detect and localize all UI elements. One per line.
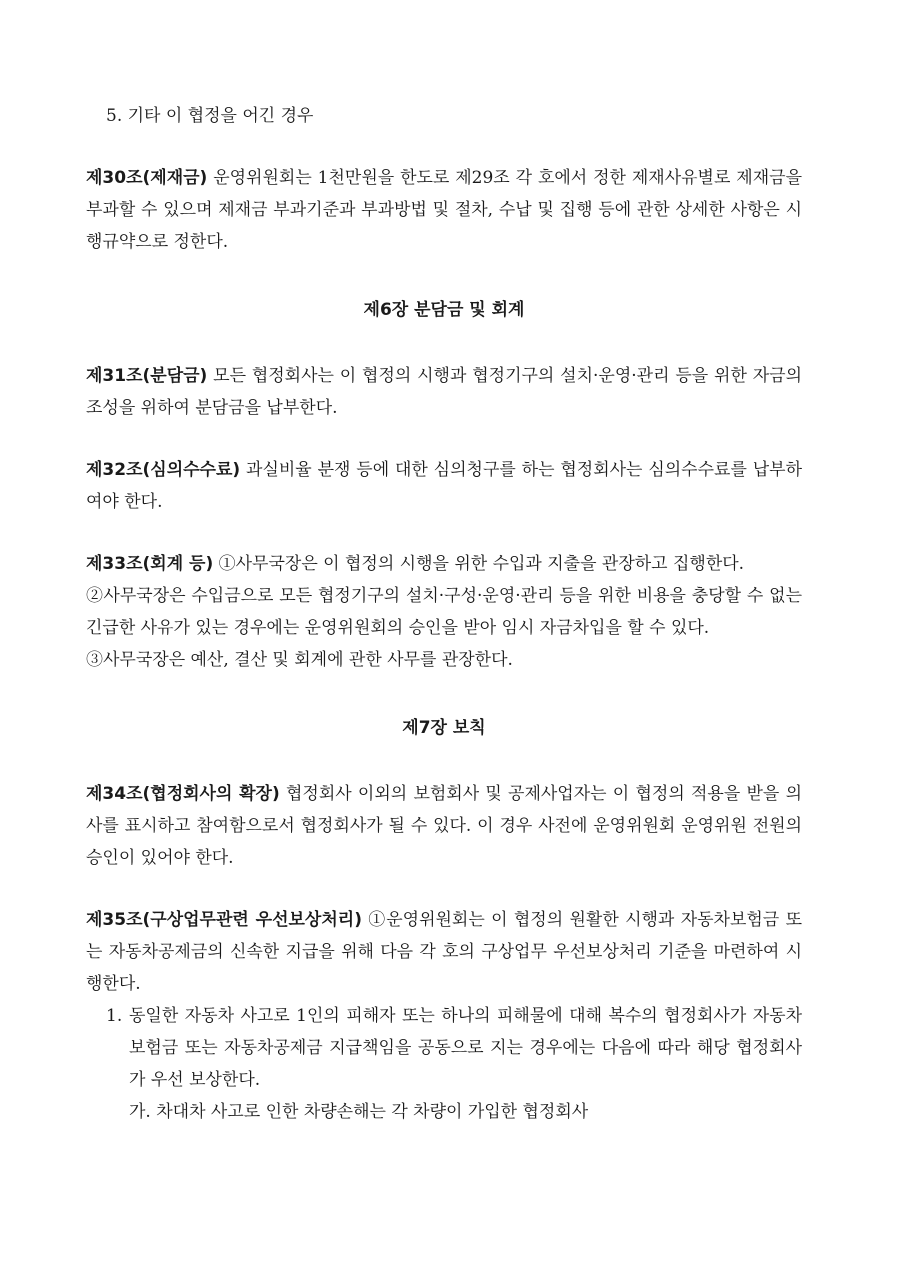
item-number: 1. — [106, 1006, 123, 1026]
document-page — [86, 100, 802, 1128]
article-33-title: 제33조(회계 등) — [86, 554, 214, 574]
article-35-item-1 — [86, 1000, 802, 1096]
article-34 — [86, 778, 802, 874]
chapter-6-heading: 제6장 분담금 및 회계 — [363, 300, 525, 320]
article-30-title: 제30조(제재금) — [86, 168, 208, 188]
article-34-body: 협정회사 이외의 보험회사 및 공제사업자는 이 협정의 적용을 받을 의사를 표시하고 참여함으로서 협정회사가 될 수 있다. 이 경우 사전에 운영위원회 운영위원 전원의 승인이 있어야 한다. — [86, 784, 802, 868]
article-34-title: 제34조(협정회사의 확장) — [86, 784, 280, 804]
article-30 — [86, 162, 802, 258]
article-30-body: 운영위원회는 1천만원을 한도로 제29조 각 호에서 정한 제재사유별로 제재금을 부과할 수 있으며 제재금 부과기준과 부과방법 및 절차, 수납 및 집행 등에 관한 상세한 사항은 시행규약으로 정한다. — [86, 168, 802, 252]
article-35-body: ①운영위원회는 이 협정의 원활한 시행과 자동차보험금 또는 자동차공제금의 신속한 지급을 위해 다음 각 호의 구상업무 우선보상처리 기준을 마련하여 시행한다. — [86, 910, 802, 994]
article-33-paragraph-3: ③사무국장은 예산, 결산 및 회계에 관한 사무를 관장한다. — [86, 650, 513, 670]
list-item-5: 5. 기타 이 협정을 어긴 경우 — [106, 106, 314, 126]
article-35 — [86, 904, 802, 1000]
item-text: 동일한 자동차 사고로 1인의 피해자 또는 하나의 피해물에 대해 복수의 협정회사가 자동차보험금 또는 자동차공제금 지급책임을 공동으로 지는 경우에는 다음에 따라 해당 협정회사가 우선 보상한다. — [129, 1006, 802, 1090]
article-32 — [86, 454, 802, 518]
chapter-7-heading: 제7장 보칙 — [402, 718, 486, 738]
article-33-body-1: ①사무국장은 이 협정의 시행을 위한 수입과 지출을 관장하고 집행한다. — [213, 554, 745, 574]
article-31-body: 모든 협정회사는 이 협정의 시행과 협정기구의 설치·운영·관리 등을 위한 자금의 조성을 위하여 분담금을 납부한다. — [86, 366, 802, 418]
article-32-title: 제32조(심의수수료) — [86, 460, 241, 480]
article-33-paragraph-1 — [86, 548, 802, 580]
article-35-subitem-ga: 가. 차대차 사고로 인한 차량손해는 각 차량이 가입한 협정회사 — [129, 1102, 589, 1122]
article-31-title: 제31조(분담금) — [86, 366, 208, 386]
article-31 — [86, 360, 802, 424]
article-35-title: 제35조(구상업무관련 우선보상처리) — [86, 910, 362, 930]
article-32-body: 과실비율 분쟁 등에 대한 심의청구를 하는 협정회사는 심의수수료를 납부하여야 한다. — [86, 460, 802, 512]
article-33-paragraph-2: ②사무국장은 수입금으로 모든 협정기구의 설치·구성·운영·관리 등을 위한 비용을 충당할 수 없는 긴급한 사유가 있는 경우에는 운영위원회의 승인을 받아 임시 자금차입을 할 수 있다. — [86, 586, 802, 638]
